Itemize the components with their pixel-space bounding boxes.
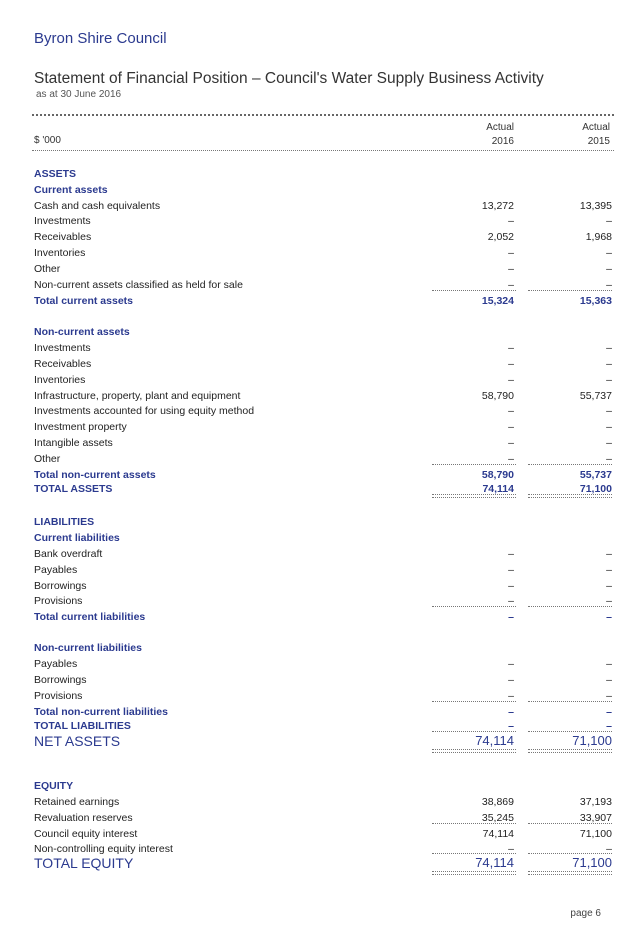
table-row: [34, 481, 614, 497]
row-label: Non-current liabilities: [34, 642, 142, 654]
table-row: [34, 578, 614, 594]
value-2016: 15,324: [481, 295, 514, 307]
value-2016: –: [508, 611, 514, 623]
value-2016: –: [508, 279, 514, 291]
council-name: Byron Shire Council: [34, 30, 167, 47]
page-subtitle: as at 30 June 2016: [36, 89, 122, 100]
row-label: Borrowings: [34, 674, 87, 686]
row-label: Investments: [34, 215, 91, 227]
column-header-line1: Actual: [486, 122, 514, 133]
value-2016: 58,790: [481, 469, 514, 481]
row-label: Retained earnings: [34, 796, 120, 808]
value-2015: –: [606, 580, 612, 592]
subtotal-rule: [528, 701, 612, 702]
row-label: Investments accounted for using equity method: [34, 405, 255, 417]
value-2016: –: [508, 548, 514, 560]
total-rule: [432, 871, 516, 875]
table-row: [34, 718, 614, 734]
table-row: [34, 640, 614, 656]
row-label: Investment property: [34, 421, 127, 433]
value-2015: –: [606, 595, 612, 607]
value-2015: –: [606, 279, 612, 291]
row-label: Total non-current liabilities: [34, 706, 168, 718]
row-label: Total current liabilities: [34, 611, 146, 623]
subtotal-rule: [528, 853, 612, 854]
value-2016: 74,114: [475, 855, 514, 870]
value-2015: –: [606, 247, 612, 259]
row-label: Inventories: [34, 374, 86, 386]
value-2016: –: [508, 658, 514, 670]
subtotal-rule: [432, 823, 516, 824]
value-2015: 71,100: [579, 828, 612, 840]
value-2015: 55,737: [579, 469, 612, 481]
column-header-2015: [540, 121, 610, 149]
table-row: [34, 546, 614, 562]
total-rule: [432, 749, 516, 753]
value-2016: 74,114: [482, 828, 514, 840]
row-label: Infrastructure, property, plant and equipment: [34, 390, 241, 402]
row-label: TOTAL EQUITY: [34, 855, 134, 871]
row-label: Non-current assets: [34, 326, 130, 338]
value-2016: –: [508, 706, 514, 718]
top-rule: [32, 114, 614, 116]
value-2015: –: [606, 564, 612, 576]
subtotal-rule: [528, 290, 612, 291]
table-row: [34, 356, 614, 372]
value-2015: 71,100: [579, 483, 612, 495]
value-2015: 37,193: [579, 796, 612, 808]
subtotal-rule: [432, 853, 516, 854]
table-row: [34, 656, 614, 672]
row-label: Investments: [34, 342, 91, 354]
value-2016: –: [508, 437, 514, 449]
value-2016: –: [508, 580, 514, 592]
value-2016: –: [508, 843, 514, 855]
value-2016: 58,790: [481, 390, 514, 402]
row-label: Receivables: [34, 231, 92, 243]
table-row: [34, 198, 614, 214]
table-row: [34, 688, 614, 704]
subtotal-rule: [528, 731, 612, 732]
value-2016: –: [508, 358, 514, 370]
table-row: [34, 293, 614, 309]
subtotal-rule: [432, 606, 516, 607]
row-label: LIABILITIES: [34, 516, 95, 528]
value-2016: 74,114: [482, 483, 514, 495]
value-2016: –: [508, 342, 514, 354]
value-2016: 35,245: [481, 812, 514, 824]
table-row: [34, 229, 614, 245]
value-2015: 1,968: [585, 231, 612, 243]
column-header-line1: Actual: [582, 122, 610, 133]
row-label: ASSETS: [34, 168, 77, 180]
row-label: TOTAL LIABILITIES: [34, 720, 131, 732]
value-2016: –: [508, 247, 514, 259]
value-2015: –: [606, 263, 612, 275]
page-number: page 6: [570, 908, 601, 919]
column-header-line2: 2015: [587, 136, 610, 147]
subtotal-rule: [528, 823, 612, 824]
value-2015: –: [606, 437, 612, 449]
value-2015: –: [606, 843, 612, 855]
value-2015: –: [606, 658, 612, 670]
row-label: TOTAL ASSETS: [34, 483, 113, 495]
value-2015: –: [606, 720, 612, 732]
value-2016: –: [508, 720, 514, 732]
subtotal-rule: [528, 606, 612, 607]
table-row: [34, 593, 614, 609]
row-label: Intangible assets: [34, 437, 113, 449]
value-2016: –: [508, 374, 514, 386]
table-row: [34, 213, 614, 229]
table-row: [34, 609, 614, 625]
subtotal-rule: [432, 731, 516, 732]
value-2015: –: [606, 215, 612, 227]
value-2015: 13,395: [579, 200, 612, 212]
value-2016: –: [508, 405, 514, 417]
table-row: [34, 672, 614, 688]
units-label: $ '000: [34, 135, 61, 146]
value-2016: 2,052: [487, 231, 514, 243]
table-row: [34, 403, 614, 419]
table-row: [34, 419, 614, 435]
value-2015: 15,363: [579, 295, 612, 307]
row-label: Cash and cash equivalents: [34, 200, 161, 212]
total-rule: [528, 494, 612, 498]
table-row: [34, 794, 614, 810]
total-rule: [432, 494, 516, 498]
value-2015: –: [606, 358, 612, 370]
table-row: [34, 388, 614, 404]
row-label: Other: [34, 263, 61, 275]
table-row: [34, 514, 614, 530]
value-2016: 38,869: [481, 796, 514, 808]
table-row: [34, 435, 614, 451]
header-rule: [32, 150, 614, 151]
total-rule: [528, 749, 612, 753]
value-2016: –: [508, 564, 514, 576]
value-2015: 71,100: [572, 855, 612, 870]
row-label: Payables: [34, 658, 78, 670]
row-label: Bank overdraft: [34, 548, 103, 560]
table-row: [34, 261, 614, 277]
row-label: Council equity interest: [34, 828, 138, 840]
value-2015: –: [606, 374, 612, 386]
value-2016: –: [508, 215, 514, 227]
value-2015: 71,100: [572, 733, 612, 748]
value-2015: –: [606, 611, 612, 623]
row-label: Non-controlling equity interest: [34, 843, 173, 855]
row-label: Inventories: [34, 247, 86, 259]
row-label: NET ASSETS: [34, 733, 121, 749]
value-2015: –: [606, 405, 612, 417]
value-2016: –: [508, 674, 514, 686]
subtotal-rule: [432, 290, 516, 291]
table-row: [34, 733, 614, 749]
row-label: Other: [34, 453, 61, 465]
table-row: [34, 530, 614, 546]
row-label: Total non-current assets: [34, 469, 156, 481]
row-label: Provisions: [34, 595, 83, 607]
table-row: [34, 340, 614, 356]
table-row: [34, 451, 614, 467]
page-title: Statement of Financial Position – Council's Water Supply Business Activity: [34, 70, 544, 87]
value-2015: –: [606, 342, 612, 354]
row-label: Provisions: [34, 690, 83, 702]
table-row: [34, 277, 614, 293]
row-label: Revaluation reserves: [34, 812, 133, 824]
value-2015: –: [606, 674, 612, 686]
total-rule: [528, 871, 612, 875]
row-label: Current liabilities: [34, 532, 120, 544]
value-2015: –: [606, 548, 612, 560]
row-label: Current assets: [34, 184, 108, 196]
table-row: [34, 324, 614, 340]
value-2016: –: [508, 263, 514, 275]
table-row: [34, 826, 614, 842]
column-header-2016: [444, 121, 514, 149]
table-row: [34, 166, 614, 182]
value-2016: –: [508, 690, 514, 702]
row-label: Receivables: [34, 358, 92, 370]
row-label: Non-current assets classified as held for sale: [34, 279, 243, 291]
subtotal-rule: [432, 701, 516, 702]
value-2016: 13,272: [481, 200, 514, 212]
value-2016: –: [508, 595, 514, 607]
value-2016: 74,114: [475, 733, 514, 748]
row-label: Total current assets: [34, 295, 134, 307]
table-row: [34, 245, 614, 261]
value-2015: –: [606, 690, 612, 702]
value-2015: 55,737: [579, 390, 612, 402]
value-2015: –: [606, 453, 612, 465]
value-2015: 33,907: [579, 812, 612, 824]
table-row: [34, 810, 614, 826]
row-label: Borrowings: [34, 580, 87, 592]
table-row: [34, 182, 614, 198]
row-label: Payables: [34, 564, 78, 576]
table-row: [34, 855, 614, 871]
table-row: [34, 778, 614, 794]
value-2015: –: [606, 421, 612, 433]
column-header-line2: 2016: [491, 136, 514, 147]
value-2016: –: [508, 453, 514, 465]
value-2015: –: [606, 706, 612, 718]
subtotal-rule: [432, 464, 516, 465]
table-row: [34, 562, 614, 578]
table-row: [34, 372, 614, 388]
row-label: EQUITY: [34, 780, 74, 792]
value-2016: –: [508, 421, 514, 433]
subtotal-rule: [528, 464, 612, 465]
